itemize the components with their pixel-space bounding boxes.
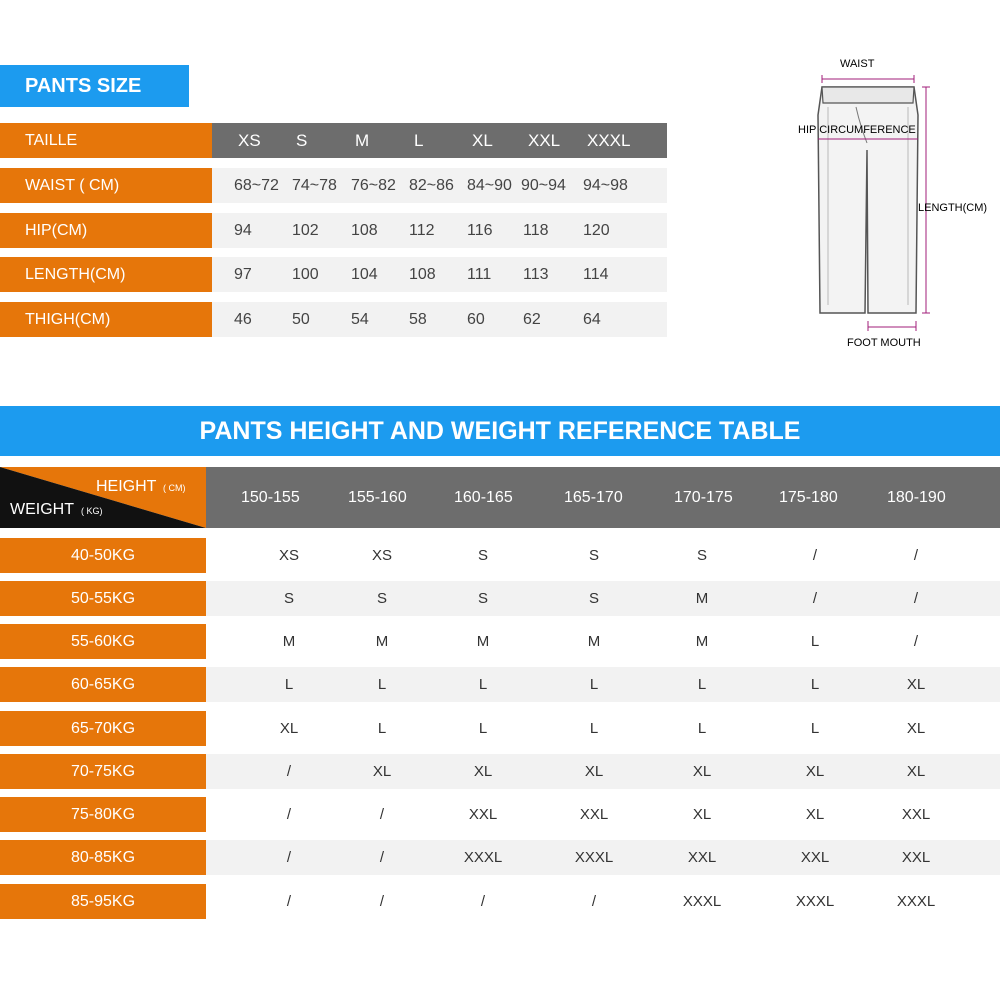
- size-recommendation-cell: L: [810, 676, 820, 693]
- size-recommendation-cell: S: [696, 547, 708, 564]
- size-cell: 68~72: [234, 177, 279, 194]
- size-recommendation-cell: XL: [692, 763, 712, 780]
- size-recommendation-cell: /: [379, 893, 385, 910]
- size-recommendation-cell: S: [588, 590, 600, 607]
- size-cell: 102: [292, 222, 319, 239]
- weight-row: [0, 667, 1000, 702]
- pants-size-title: PANTS SIZE: [0, 65, 189, 107]
- weight-row: [0, 538, 1000, 573]
- size-cell: 64: [583, 311, 601, 328]
- height-col-header: 180-190: [887, 489, 946, 506]
- size-recommendation-cell: S: [477, 590, 489, 607]
- weight-row: [0, 711, 1000, 746]
- size-recommendation-cell: /: [913, 633, 919, 650]
- size-recommendation-cell: XL: [473, 763, 493, 780]
- size-cell: 90~94: [521, 177, 566, 194]
- size-recommendation-cell: M: [695, 633, 709, 650]
- size-cell: 104: [351, 266, 378, 283]
- size-recommendation-cell: L: [697, 676, 707, 693]
- size-cell: 108: [409, 266, 436, 283]
- length-label: LENGTH(CM): [918, 202, 988, 214]
- size-recommendation-cell: XXL: [901, 849, 931, 866]
- weight-row: [0, 581, 1000, 616]
- weight-row: [0, 797, 1000, 832]
- size-cell: 97: [234, 266, 252, 283]
- size-header-row: [0, 123, 667, 158]
- weight-label: 50-55KG: [0, 581, 206, 616]
- size-recommendation-cell: XL: [805, 806, 825, 823]
- weight-row-cells: [206, 624, 1000, 659]
- pants-outline-icon: [818, 87, 918, 313]
- size-col-header: XL: [472, 131, 493, 150]
- size-recommendation-cell: XXXL: [896, 893, 936, 910]
- size-recommendation-cell: XXL: [468, 806, 498, 823]
- size-cell: 112: [409, 222, 435, 239]
- size-recommendation-cell: L: [284, 676, 294, 693]
- size-row-thigh: [0, 302, 667, 337]
- size-cell: 58: [409, 311, 427, 328]
- size-recommendation-cell: XS: [278, 547, 300, 564]
- size-recommendation-cell: XL: [805, 763, 825, 780]
- size-recommendation-cell: XL: [584, 763, 604, 780]
- size-row-hip: [0, 213, 667, 248]
- size-cell: 114: [583, 266, 609, 283]
- weight-corner-label: WEIGHT: [10, 501, 74, 518]
- size-recommendation-cell: XL: [906, 676, 926, 693]
- size-row-label: THIGH(CM): [0, 302, 212, 337]
- size-recommendation-cell: /: [913, 590, 919, 607]
- size-recommendation-cell: /: [286, 806, 292, 823]
- size-recommendation-cell: S: [283, 590, 295, 607]
- weight-label: 55-60KG: [0, 624, 206, 659]
- size-cell: 111: [467, 266, 492, 283]
- size-recommendation-cell: XXXL: [795, 893, 835, 910]
- size-cell: 116: [467, 222, 493, 239]
- size-recommendation-cell: /: [286, 849, 292, 866]
- size-recommendation-cell: L: [377, 676, 387, 693]
- size-recommendation-cell: S: [588, 547, 600, 564]
- size-recommendation-cell: XL: [692, 806, 712, 823]
- size-recommendation-cell: XL: [279, 720, 299, 737]
- size-recommendation-cell: /: [591, 893, 597, 910]
- size-recommendation-cell: L: [810, 720, 820, 737]
- size-recommendation-cell: L: [478, 676, 488, 693]
- size-cell: 108: [351, 222, 378, 239]
- pants-measurement-diagram: [790, 55, 1000, 355]
- size-cell: 76~82: [351, 177, 396, 194]
- height-col-header: 175-180: [779, 489, 838, 506]
- size-col-header: M: [355, 131, 370, 150]
- weight-row-cells: [206, 754, 1000, 789]
- taille-label: TAILLE: [0, 123, 212, 158]
- size-recommendation-cell: XXXL: [574, 849, 614, 866]
- size-recommendation-cell: /: [379, 849, 385, 866]
- weight-row: [0, 840, 1000, 875]
- height-col-header: 160-165: [454, 489, 513, 506]
- size-cell: 60: [467, 311, 485, 328]
- height-corner-label: HEIGHT: [96, 478, 157, 495]
- size-recommendation-cell: /: [812, 590, 818, 607]
- height-col-header: 155-160: [348, 489, 407, 506]
- size-recommendation-cell: /: [480, 893, 486, 910]
- weight-row-cells: [206, 840, 1000, 875]
- size-recommendation-cell: /: [286, 763, 292, 780]
- size-recommendation-cell: L: [697, 720, 707, 737]
- size-cell: 100: [292, 266, 319, 283]
- size-recommendation-cell: L: [810, 633, 820, 650]
- size-row-waist: [0, 168, 667, 203]
- hw-header-row: [0, 467, 1000, 528]
- size-recommendation-cell: M: [695, 590, 709, 607]
- size-cell: 84~90: [467, 177, 512, 194]
- size-col-header: XS: [238, 131, 261, 150]
- size-cell: 50: [292, 311, 310, 328]
- waist-label: WAIST: [840, 58, 875, 70]
- size-recommendation-cell: M: [375, 633, 389, 650]
- size-recommendation-cell: /: [286, 893, 292, 910]
- size-recommendation-cell: S: [376, 590, 388, 607]
- foot-mouth-label: FOOT MOUTH: [847, 337, 921, 349]
- size-recommendation-cell: M: [282, 633, 296, 650]
- size-recommendation-cell: /: [379, 806, 385, 823]
- size-recommendation-cell: M: [587, 633, 601, 650]
- size-recommendation-cell: L: [589, 720, 599, 737]
- weight-label: 65-70KG: [0, 711, 206, 746]
- size-recommendation-cell: L: [377, 720, 387, 737]
- size-recommendation-cell: L: [478, 720, 488, 737]
- size-recommendation-cell: XS: [371, 547, 393, 564]
- hw-table-title: PANTS HEIGHT AND WEIGHT REFERENCE TABLE: [0, 406, 1000, 456]
- weight-row: [0, 624, 1000, 659]
- weight-row-cells: [206, 711, 1000, 746]
- size-cell: 94~98: [583, 177, 628, 194]
- weight-row-cells: [206, 538, 1000, 573]
- weight-row-cells: [206, 667, 1000, 702]
- weight-row-cells: [206, 581, 1000, 616]
- size-col-header: S: [296, 131, 308, 150]
- size-recommendation-cell: S: [477, 547, 489, 564]
- size-recommendation-cell: /: [812, 547, 818, 564]
- size-recommendation-cell: L: [589, 676, 599, 693]
- weight-corner-unit: ( KG): [81, 506, 103, 516]
- size-recommendation-cell: XXXL: [463, 849, 503, 866]
- size-col-header: XXXL: [587, 131, 631, 150]
- weight-label: 70-75KG: [0, 754, 206, 789]
- size-cell: 94: [234, 222, 252, 239]
- height-col-header: 150-155: [241, 489, 300, 506]
- size-recommendation-cell: XXL: [800, 849, 830, 866]
- size-col-header: XXL: [528, 131, 561, 150]
- size-row-label: HIP(CM): [0, 213, 212, 248]
- size-row-label: WAIST ( CM): [0, 168, 212, 203]
- size-recommendation-cell: XXL: [901, 806, 931, 823]
- size-recommendation-cell: /: [913, 547, 919, 564]
- size-row-label: LENGTH(CM): [0, 257, 212, 292]
- height-corner-unit: ( CM): [163, 483, 186, 493]
- size-cell: 113: [523, 266, 549, 283]
- hw-corner-cell: [0, 467, 206, 528]
- size-cell: 82~86: [409, 177, 454, 194]
- weight-row-cells: [206, 884, 1000, 919]
- size-recommendation-cell: XXL: [579, 806, 609, 823]
- height-col-header: 170-175: [674, 489, 733, 506]
- size-recommendation-cell: XXL: [687, 849, 717, 866]
- size-col-header: L: [414, 131, 424, 150]
- weight-row-cells: [206, 797, 1000, 832]
- size-cell: 62: [523, 311, 541, 328]
- size-row-length: [0, 257, 667, 292]
- weight-label: 75-80KG: [0, 797, 206, 832]
- weight-label: 80-85KG: [0, 840, 206, 875]
- size-recommendation-cell: M: [476, 633, 490, 650]
- size-cell: 118: [523, 222, 549, 239]
- size-recommendation-cell: XL: [906, 720, 926, 737]
- size-recommendation-cell: XL: [906, 763, 926, 780]
- size-cell: 120: [583, 222, 610, 239]
- weight-label: 60-65KG: [0, 667, 206, 702]
- size-cell: 74~78: [292, 177, 337, 194]
- height-col-header: 165-170: [564, 489, 623, 506]
- size-recommendation-cell: XL: [372, 763, 392, 780]
- hip-label: HIP CIRCUMFERENCE: [798, 124, 916, 136]
- size-recommendation-cell: XXXL: [682, 893, 722, 910]
- weight-label: 40-50KG: [0, 538, 206, 573]
- size-header-cells: [212, 123, 667, 158]
- size-cell: 54: [351, 311, 369, 328]
- weight-row: [0, 884, 1000, 919]
- height-columns: [206, 467, 1000, 528]
- weight-row: [0, 754, 1000, 789]
- weight-label: 85-95KG: [0, 884, 206, 919]
- size-cell: 46: [234, 311, 252, 328]
